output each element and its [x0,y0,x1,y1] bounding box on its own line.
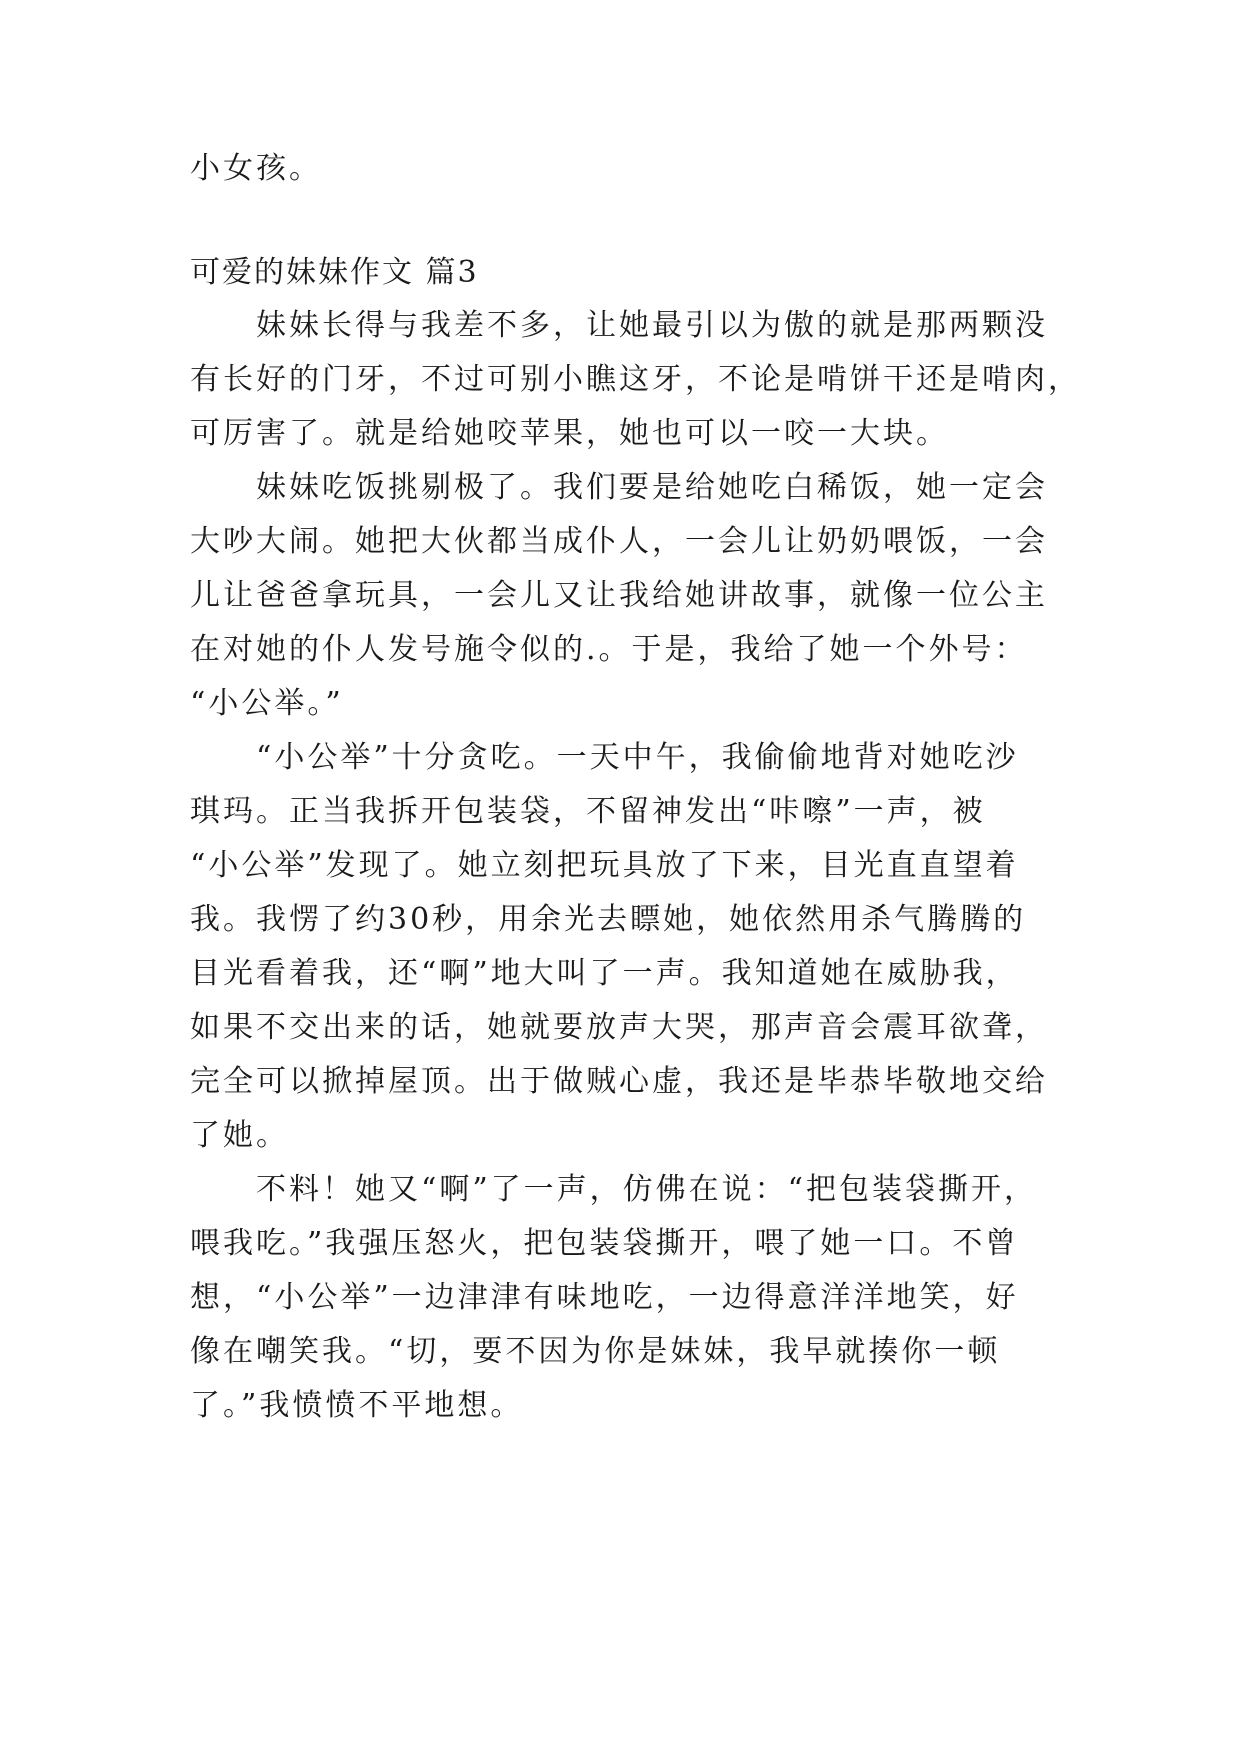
text-line: 妹妹吃饭挑剔极了。我们要是给她吃白稀饭，她一定会 [190,470,1048,505]
text-line: 了。”我愤愤不平地想。 [190,1388,524,1423]
text-line: 我。我愣了约30秒，用余光去瞟她，她依然用杀气腾腾的 [190,902,1027,937]
text-line: “小公举”十分贪吃。一天中午，我偷偷地背对她吃沙 [190,740,1019,775]
text-line: “小公举。” [190,686,344,721]
text-line: 在对她的仆人发号施令似的.。于是，我给了她一个外号： [190,632,1028,667]
text-line: 小女孩。 [190,151,322,186]
text-line: 如果不交出来的话，她就要放声大哭，那声音会震耳欲聋， [190,1010,1048,1045]
text-line: 不料！她又“啊”了一声，仿佛在说：“把包装袋撕开， [190,1172,1038,1207]
text-line: 了她。 [190,1118,289,1153]
text-line: 喂我吃。”我强压怒火，把包装袋撕开，喂了她一口。不曾 [190,1226,1019,1261]
text-line: 有长好的门牙，不过可别小瞧这牙，不论是啃饼干还是啃肉， [190,362,1081,397]
text-line: 完全可以掀掉屋顶。出于做贼心虚，我还是毕恭毕敬地交给 [190,1064,1048,1099]
text-line: 可厉害了。就是给她咬苹果，她也可以一咬一大块。 [190,416,949,451]
text-line: 琪玛。正当我拆开包装袋，不留神发出“咔嚓”一声，被 [190,794,986,829]
text-line: 大吵大闹。她把大伙都当成仆人，一会儿让奶奶喂饭，一会 [190,524,1048,559]
text-line: “小公举”发现了。她立刻把玩具放了下来，目光直直望着 [190,848,1019,883]
text-line: 像在嘲笑我。“切，要不因为你是妹妹，我早就揍你一顿 [190,1334,1001,1369]
section-heading: 可爱的妹妹作文 篇3 [190,255,479,290]
text-line: 儿让爸爸拿玩具，一会儿又让我给她讲故事，就像一位公主 [190,578,1048,613]
text-line: 目光看着我，还“啊”地大叫了一声。我知道她在威胁我， [190,956,1019,991]
text-line: 想，“小公举”一边津津有味地吃，一边得意洋洋地笑，好 [190,1280,1019,1315]
text-line: 妹妹长得与我差不多，让她最引以为傲的就是那两颗没 [190,308,1048,343]
